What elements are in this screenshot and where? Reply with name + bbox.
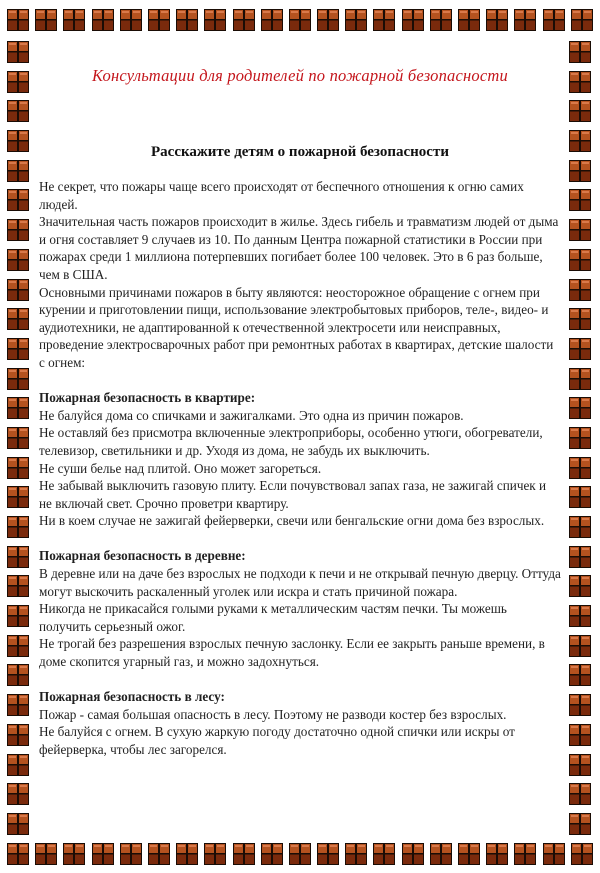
border-right: [568, 40, 598, 836]
brick-box-icon: [175, 8, 199, 32]
brick-box-icon: [570, 8, 594, 32]
brick-box-icon: [6, 307, 30, 331]
brick-box-icon: [542, 842, 566, 866]
brick-box-icon: [288, 842, 312, 866]
brick-box-icon: [62, 842, 86, 866]
brick-box-icon: [6, 723, 30, 747]
brick-box-icon: [316, 842, 340, 866]
brick-box-icon: [6, 8, 30, 32]
section-forest: [39, 688, 561, 758]
section-title: Пожарная безопасность в квартире:: [39, 390, 256, 406]
section-title: Пожарная безопасность в деревне:: [39, 548, 246, 564]
rule-item: Не суши белье над плитой. Оно может загореться.: [39, 460, 322, 476]
brick-box-icon: [34, 842, 58, 866]
brick-box-icon: [147, 842, 171, 866]
brick-box-icon: [6, 782, 30, 806]
brick-box-icon: [568, 723, 592, 747]
brick-box-icon: [344, 8, 368, 32]
brick-box-icon: [119, 842, 143, 866]
brick-box-icon: [401, 842, 425, 866]
intro-paragraph: Значительная часть пожаров происходит в жилье. Здесь гибель и травматизм людей от дыма и огня составляет 9 случаев из 10. По данным Центра пожарной статистики в России при пожарах среди 1 миллиона потерпевших погибает более 100 человек. Это в 6 раз больше, чем в США.: [39, 214, 559, 282]
brick-box-icon: [457, 8, 481, 32]
brick-box-icon: [570, 842, 594, 866]
brick-box-icon: [568, 248, 592, 272]
brick-box-icon: [6, 753, 30, 777]
rule-item: Не забывай выключить газовую плиту. Если почувствовал запах газа, не зажигай спичек и не включай свет. Срочно проветри квартиру.: [39, 478, 547, 511]
brick-box-icon: [232, 842, 256, 866]
brick-box-icon: [568, 278, 592, 302]
brick-box-icon: [568, 307, 592, 331]
brick-box-icon: [568, 693, 592, 717]
brick-box-icon: [513, 8, 537, 32]
border-top: [0, 8, 600, 38]
brick-box-icon: [6, 515, 30, 539]
brick-box-icon: [568, 70, 592, 94]
brick-box-icon: [568, 337, 592, 361]
brick-box-icon: [485, 842, 509, 866]
brick-box-icon: [6, 693, 30, 717]
brick-box-icon: [568, 367, 592, 391]
brick-box-icon: [568, 40, 592, 64]
brick-box-icon: [6, 278, 30, 302]
brick-box-icon: [6, 812, 30, 836]
border-bottom: [0, 842, 600, 872]
brick-box-icon: [568, 396, 592, 420]
border-left: [6, 40, 36, 836]
brick-box-icon: [568, 574, 592, 598]
brick-box-icon: [568, 782, 592, 806]
brick-box-icon: [6, 545, 30, 569]
brick-box-icon: [6, 663, 30, 687]
brick-box-icon: [260, 8, 284, 32]
brick-box-icon: [175, 842, 199, 866]
brick-box-icon: [568, 634, 592, 658]
brick-box-icon: [568, 604, 592, 628]
brick-box-icon: [62, 8, 86, 32]
brick-box-icon: [568, 753, 592, 777]
rule-item: Ни в коем случае не зажигай фейерверки, свечи или бенгальские огни дома без взрослых.: [39, 513, 545, 529]
intro-paragraph: Не секрет, что пожары чаще всего происходят от беспечного отношения к огню самих людей.: [39, 179, 524, 212]
brick-box-icon: [6, 426, 30, 450]
brick-box-icon: [568, 456, 592, 480]
section-village: [39, 547, 561, 670]
brick-box-icon: [6, 456, 30, 480]
brick-box-icon: [91, 8, 115, 32]
brick-box-icon: [485, 8, 509, 32]
brick-box-icon: [6, 604, 30, 628]
brick-box-icon: [568, 159, 592, 183]
brick-box-icon: [203, 8, 227, 32]
brick-box-icon: [401, 8, 425, 32]
brick-box-icon: [6, 159, 30, 183]
rule-item: Не трогай без разрешения взрослых печную заслонку. Если ее закрыть раньше времени, в доме скопится угарный газ, и можно задохнуться.: [39, 636, 545, 670]
rule-item: Не балуйся с огнем. В сухую жаркую погоду достаточно одной спички или искры от фейерверка, чтобы лес загорелся.: [39, 724, 515, 757]
brick-box-icon: [34, 8, 58, 32]
rule-item: Пожар - самая большая опасность в лесу. Поэтому не разводи костер без взрослых.: [39, 706, 507, 722]
brick-box-icon: [6, 842, 30, 866]
brick-box-icon: [513, 842, 537, 866]
brick-box-icon: [568, 663, 592, 687]
brick-box-icon: [568, 426, 592, 450]
brick-box-icon: [429, 842, 453, 866]
brick-box-icon: [6, 396, 30, 420]
brick-box-icon: [568, 188, 592, 212]
rule-item: Не оставляй без присмотра включенные электроприборы, особенно утюги, обогреватели, телевизор, светильники и др. Уходя из дома, не забудь их выключить.: [39, 425, 543, 458]
brick-box-icon: [288, 8, 312, 32]
brick-box-icon: [260, 842, 284, 866]
brick-box-icon: [6, 248, 30, 272]
brick-box-icon: [568, 218, 592, 242]
section-apartment: [39, 389, 561, 530]
brick-box-icon: [568, 812, 592, 836]
section-title: Пожарная безопасность в лесу:: [39, 689, 225, 705]
brick-box-icon: [6, 99, 30, 123]
brick-box-icon: [147, 8, 171, 32]
brick-box-icon: [457, 842, 481, 866]
brick-box-icon: [568, 515, 592, 539]
brick-box-icon: [568, 129, 592, 153]
brick-box-icon: [6, 367, 30, 391]
brick-box-icon: [232, 8, 256, 32]
brick-box-icon: [6, 218, 30, 242]
intro-block: [39, 178, 561, 372]
brick-box-icon: [568, 545, 592, 569]
brick-box-icon: [6, 129, 30, 153]
brick-box-icon: [568, 485, 592, 509]
brick-box-icon: [6, 634, 30, 658]
brick-box-icon: [372, 8, 396, 32]
brick-box-icon: [6, 485, 30, 509]
brick-box-icon: [203, 842, 227, 866]
document-heading: Расскажите детям о пожарной безопасности: [151, 144, 449, 160]
rule-item: В деревне или на даче без взрослых не подходи к печи и не открывай печную дверцу. Оттуда могут выскочить раскаленный уголек или искра и стать причиной пожара.: [39, 566, 561, 599]
brick-box-icon: [344, 842, 368, 866]
rule-item: Никогда не прикасайся голыми руками к металлическим частям печки. Ты можешь получить серьезный ожог.: [39, 601, 507, 634]
document-body: [39, 178, 561, 759]
brick-box-icon: [119, 8, 143, 32]
intro-paragraph: Основными причинами пожаров в быту являются: неосторожное обращение с огнем при курении и приготовлении пищи, использование электробытовых приборов, теле-, видео- и аудиотехники, не адаптированной к отечественной электросети или неисправных, проведение электросварочных работ при ремонтных работах в квартирах, детские шалости с огнем:: [39, 284, 554, 370]
brick-box-icon: [316, 8, 340, 32]
brick-box-icon: [6, 337, 30, 361]
brick-box-icon: [91, 842, 115, 866]
brick-box-icon: [6, 188, 30, 212]
brick-box-icon: [6, 70, 30, 94]
brick-box-icon: [568, 99, 592, 123]
brick-box-icon: [6, 574, 30, 598]
brick-box-icon: [6, 40, 30, 64]
page-title: Консультации для родителей по пожарной безопасности: [92, 66, 508, 85]
brick-box-icon: [372, 842, 396, 866]
brick-box-icon: [429, 8, 453, 32]
brick-box-icon: [542, 8, 566, 32]
rule-item: Не балуйся дома со спичками и зажигалками. Это одна из причин пожаров.: [39, 407, 464, 423]
